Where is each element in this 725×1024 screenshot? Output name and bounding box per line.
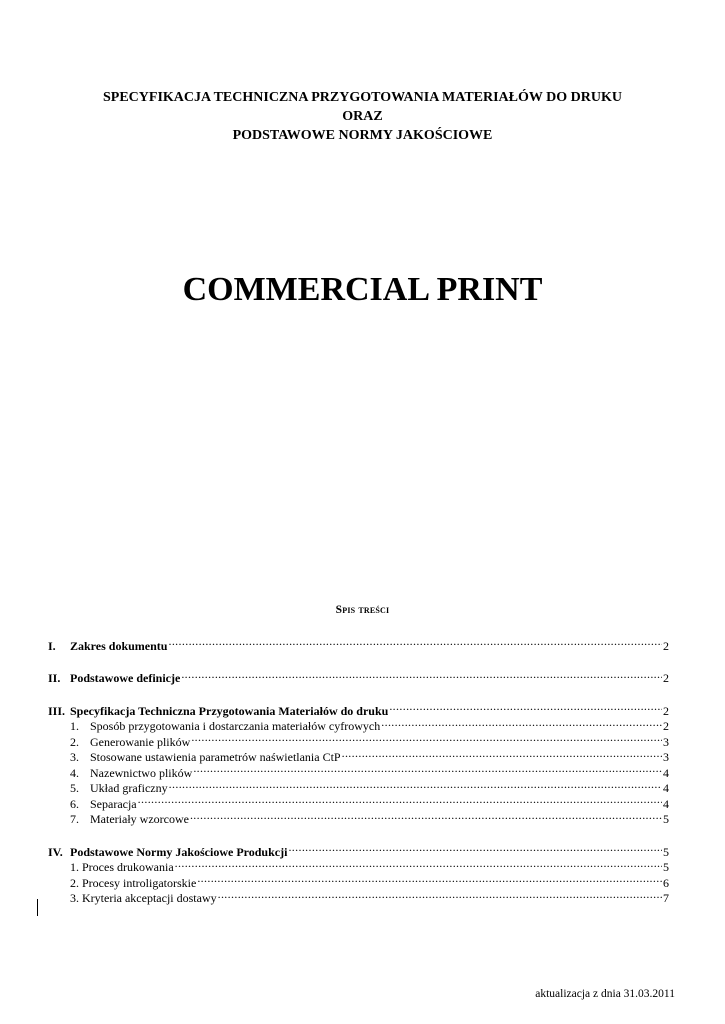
toc-entry[interactable] xyxy=(48,699,669,718)
toc-sub-number: 2. xyxy=(70,875,79,890)
toc-label: Zakres dokumentu xyxy=(70,638,168,653)
toc-sub-label: Układ graficzny xyxy=(90,781,168,795)
toc-sub-number: 2. xyxy=(70,734,79,749)
toc-page-number: 5 xyxy=(663,812,669,826)
toc-sub-label: Separacja xyxy=(90,796,137,811)
toc-sub-number: 6. xyxy=(70,796,79,811)
toc-entry[interactable] xyxy=(48,667,669,683)
toc-page-number: 6 xyxy=(663,875,669,890)
document-title: COMMERCIAL PRINT xyxy=(182,271,543,308)
toc-page-number: 2 xyxy=(663,638,669,653)
toc-leader xyxy=(389,699,662,715)
table-of-contents xyxy=(48,634,669,919)
toc-sub-label: Nazewnictwo plików xyxy=(90,765,193,780)
toc-numeral: III. xyxy=(48,703,66,718)
toc-sub-label: Procesy introligatorskie xyxy=(82,875,197,890)
toc-leader xyxy=(181,667,662,683)
toc-page-number: 5 xyxy=(663,844,669,859)
toc-sub-label: Materiały wzorcowe xyxy=(90,812,189,826)
toc-page-number: 3 xyxy=(663,734,669,749)
text-cursor xyxy=(37,899,38,916)
toc-subentry[interactable] xyxy=(48,792,669,811)
toc-page-number: 2 xyxy=(663,703,669,718)
toc-leader xyxy=(190,808,662,824)
document-header xyxy=(0,88,725,145)
toc-sub-label: Sposób przygotowania i dostarczania materiałów cyfrowych xyxy=(90,719,381,733)
toc-label: Podstawowe definicje xyxy=(70,671,181,685)
toc-sub-label: Kryteria akceptacji dostawy xyxy=(82,891,217,905)
toc-leader xyxy=(175,856,662,872)
toc-numeral: IV. xyxy=(48,844,63,859)
header-line-3: PODSTAWOWE NORMY JAKOŚCIOWE xyxy=(232,128,493,143)
toc-page-number: 3 xyxy=(663,750,669,764)
toc-sub-number: 5. xyxy=(70,781,79,795)
toc-page-number: 4 xyxy=(663,796,669,811)
toc-leader xyxy=(197,871,662,887)
toc-entry[interactable] xyxy=(48,634,669,653)
toc-subentry[interactable] xyxy=(48,808,669,824)
toc-sub-number: 7. xyxy=(70,812,79,826)
toc-leader xyxy=(138,792,662,808)
toc-sub-number: 1. xyxy=(70,860,79,874)
toc-section-2 xyxy=(48,667,669,683)
toc-leader xyxy=(218,887,662,903)
toc-leader xyxy=(381,715,662,731)
toc-sub-number: 3. xyxy=(70,891,79,905)
toc-page-number: 5 xyxy=(663,860,669,874)
toc-label: Specyfikacja Techniczna Przygotowania Materiałów do druku xyxy=(70,703,389,718)
toc-leader xyxy=(169,777,662,793)
toc-leader xyxy=(342,746,662,762)
toc-page-number: 2 xyxy=(663,671,669,685)
toc-label: Podstawowe Normy Jakościowe Produkcji xyxy=(70,844,288,859)
toc-numeral: I. xyxy=(48,638,56,653)
toc-leader xyxy=(193,761,662,777)
header-line-2: ORAZ xyxy=(342,109,383,124)
header-line-1: SPECYFIKACJA TECHNICZNA PRZYGOTOWANIA MATERIAŁÓW DO DRUKU xyxy=(103,90,622,105)
toc-numeral: II. xyxy=(48,671,61,685)
toc-section-1 xyxy=(48,634,669,653)
toc-heading: Spis treści xyxy=(335,604,390,616)
toc-page-number: 7 xyxy=(663,891,669,905)
toc-sub-number: 1. xyxy=(70,719,79,733)
toc-page-number: 2 xyxy=(663,719,669,733)
toc-section-3 xyxy=(48,699,669,826)
toc-sub-number: 4. xyxy=(70,765,79,780)
toc-sub-number: 3. xyxy=(70,750,79,764)
toc-leader xyxy=(191,730,662,746)
update-date-footer: aktualizacja z dnia 31.03.2011 xyxy=(535,988,675,1000)
toc-leader xyxy=(168,634,662,650)
toc-page-number: 4 xyxy=(663,765,669,780)
toc-page-number: 4 xyxy=(663,781,669,795)
toc-leader xyxy=(288,840,662,856)
toc-sub-label: Stosowane ustawienia parametrów naświetlania CtP xyxy=(90,750,341,764)
toc-section-4 xyxy=(48,840,669,905)
toc-sub-label: Proces drukowania xyxy=(82,860,174,874)
toc-sub-label: Generowanie plików xyxy=(90,734,191,749)
toc-entry[interactable] xyxy=(48,840,669,859)
